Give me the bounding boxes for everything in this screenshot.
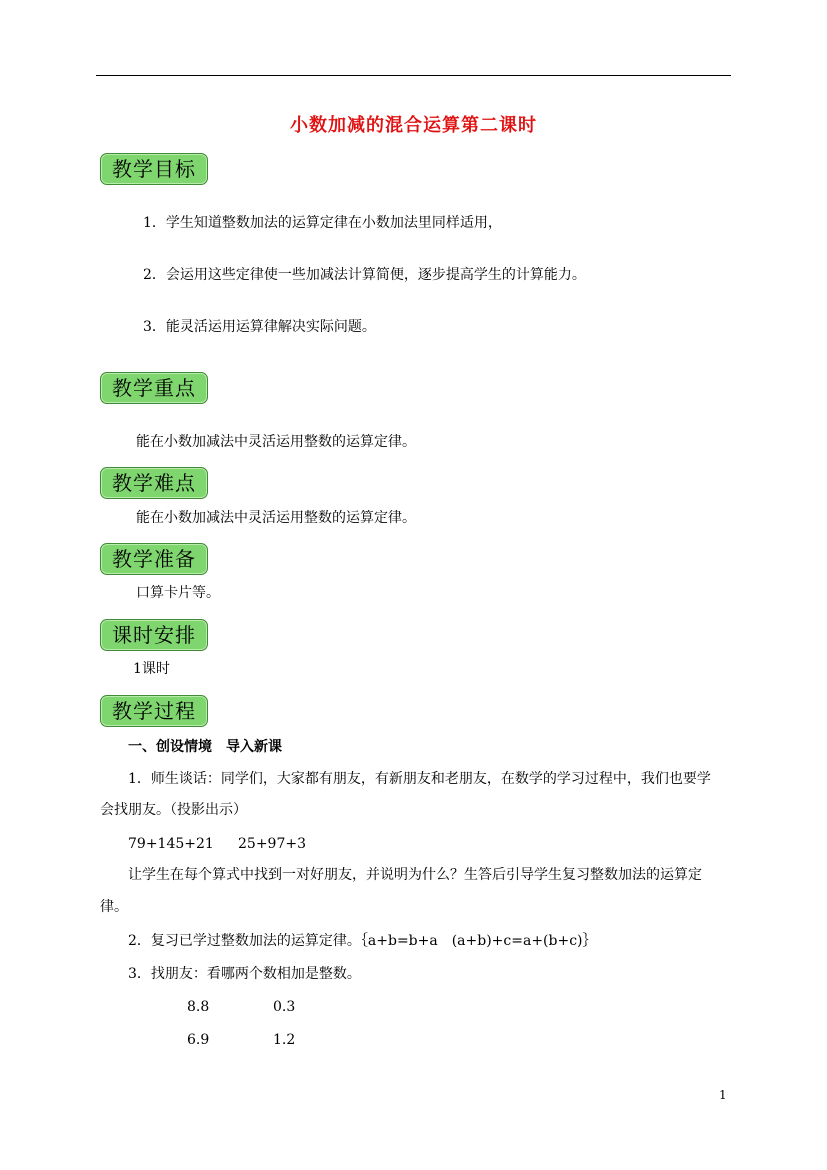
section-badge-schedule: 课时安排 — [100, 619, 208, 651]
number-value: 6.9 — [187, 1032, 210, 1048]
page-number: 1 — [719, 1088, 727, 1102]
key-points-text: 能在小数加减法中灵活运用整数的运算定律。 — [136, 434, 416, 450]
preparation-text: 口算卡片等。 — [136, 585, 220, 601]
expression: 25+97+3 — [238, 836, 306, 852]
process-paragraph: 2．复习已学过整数加法的运算定律。｛a+b=b+a (a+b)+c=a+(b+c)｝ — [128, 933, 597, 949]
number-value: 1.2 — [273, 1032, 296, 1048]
section-badge-goals: 教学目标 — [100, 153, 208, 185]
section-badge-difficulties: 教学难点 — [100, 467, 208, 499]
difficulties-text: 能在小数加减法中灵活运用整数的运算定律。 — [136, 510, 416, 526]
process-paragraph: 3．找朋友：看哪两个数相加是整数。 — [128, 966, 361, 982]
section-badge-preparation: 教学准备 — [100, 543, 208, 575]
goal-item: 2．会运用这些定律使一些加减法计算简便，逐步提高学生的计算能力。 — [143, 267, 586, 283]
section-badge-key-points: 教学重点 — [100, 372, 208, 404]
process-heading: 一、创设情境 导入新课 — [128, 739, 282, 755]
section-badge-process: 教学过程 — [100, 695, 208, 727]
page-title: 小数加减的混合运算第二课时 — [290, 115, 537, 136]
goal-item: 1．学生知道整数加法的运算定律在小数加法里同样适用， — [143, 215, 502, 231]
process-paragraph: 1．师生谈话：同学们，大家都有朋友，有新朋友和老朋友，在数学的学习过程中，我们也要学 — [128, 771, 711, 787]
schedule-text: 1课时 — [133, 661, 170, 677]
process-paragraph: 律。 — [100, 899, 128, 915]
header-rule — [96, 75, 731, 76]
process-paragraph: 会找朋友。（投影出示） — [100, 802, 247, 818]
expression: 79+145+21 — [128, 836, 214, 852]
goal-item: 3．能灵活运用运算律解决实际问题。 — [143, 319, 376, 335]
number-value: 0.3 — [273, 999, 296, 1015]
number-value: 8.8 — [187, 999, 210, 1015]
process-paragraph: 让学生在每个算式中找到一对好朋友，并说明为什么？生答后引导学生复习整数加法的运算定 — [128, 867, 702, 883]
